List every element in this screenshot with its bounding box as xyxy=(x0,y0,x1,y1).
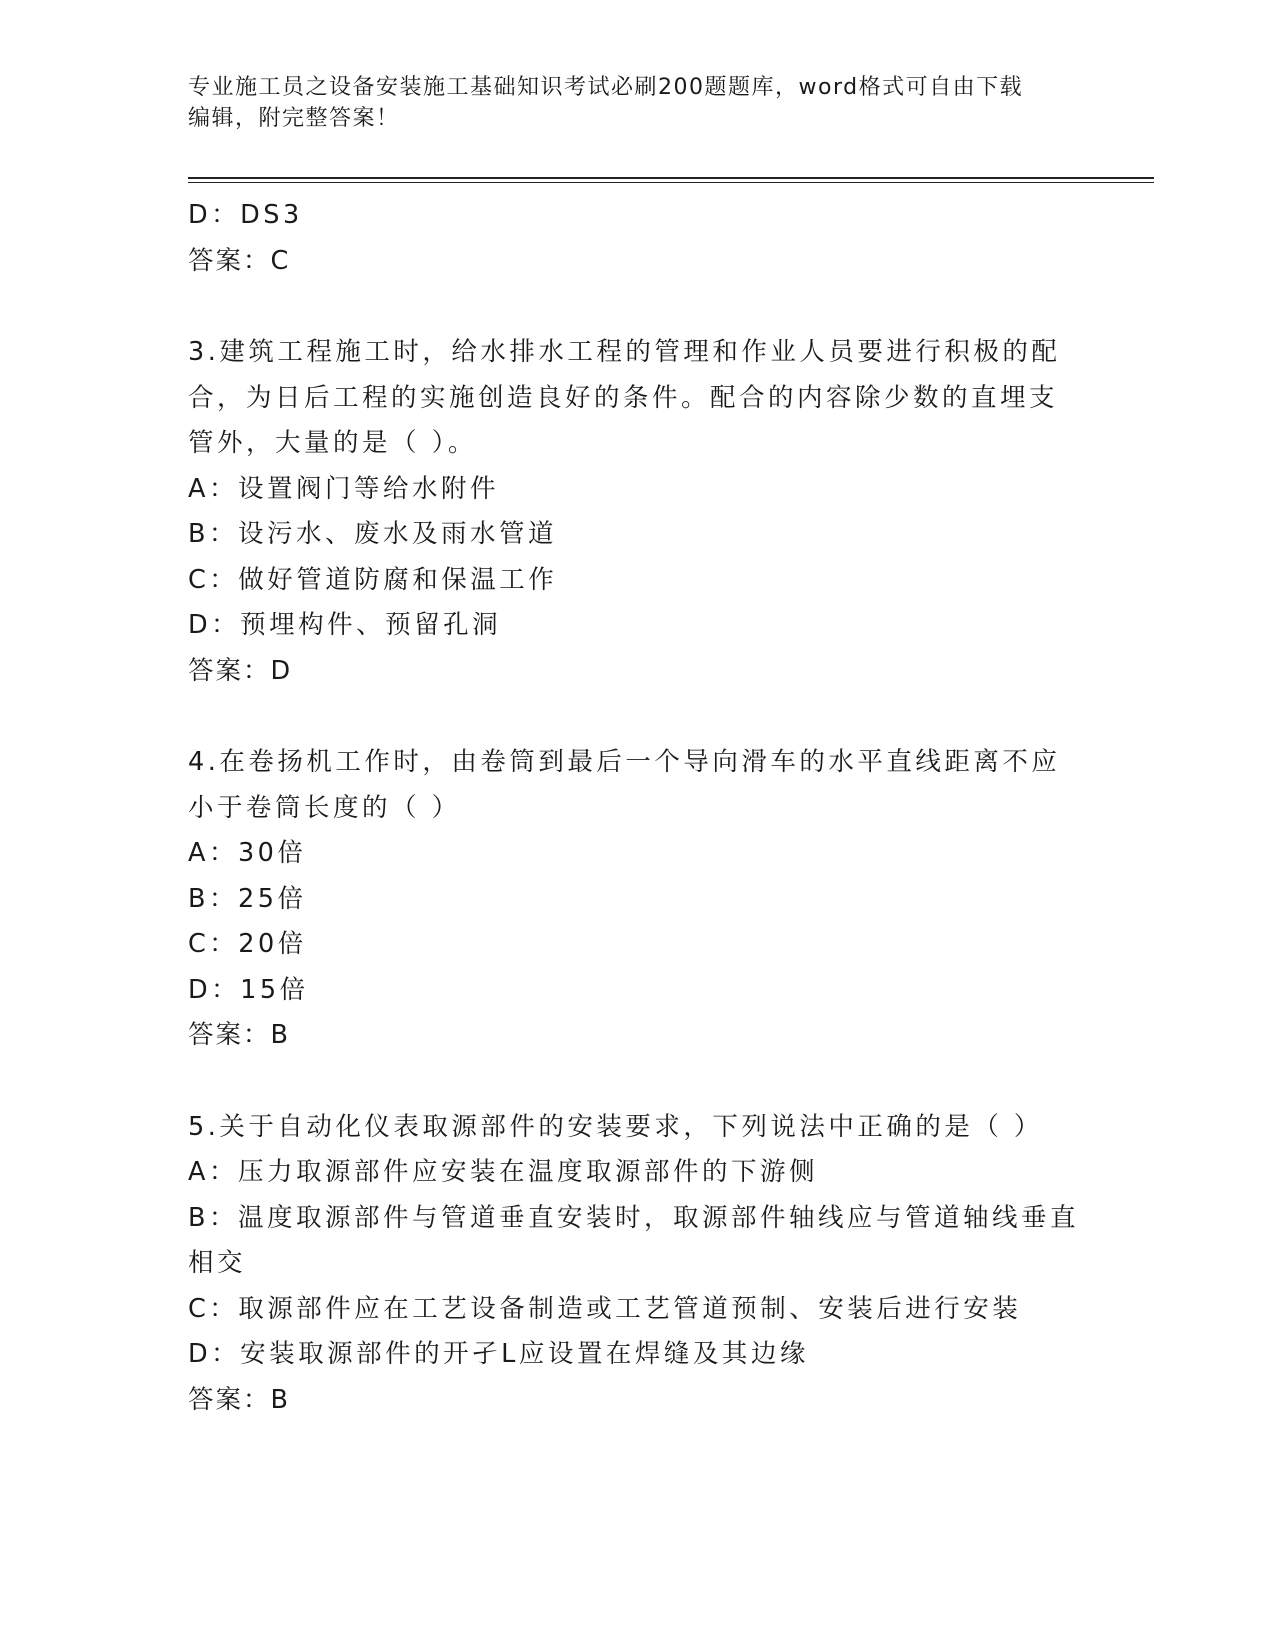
answer-line: 答案：B xyxy=(188,1384,290,1415)
question-3 xyxy=(188,330,1088,694)
header-title-line2: 编辑，附完整答案！ xyxy=(188,106,400,131)
prev-question-block xyxy=(188,193,1088,284)
option-d: D：15倍 xyxy=(188,974,309,1005)
question-stem: 小于卷筒长度的（ ） xyxy=(188,792,461,823)
answer-line: 答案：C xyxy=(188,245,291,276)
option-c: C：做好管道防腐和保温工作 xyxy=(188,564,558,595)
option-d: D：预埋构件、预留孔洞 xyxy=(188,610,502,640)
answer-line: 答案：B xyxy=(188,1020,290,1050)
option-b-continued: 相交 xyxy=(188,1248,247,1278)
option-b: B：温度取源部件与管道垂直安装时，取源部件轴线应与管道轴线垂直 xyxy=(188,1202,1079,1233)
option-b: B：25倍 xyxy=(188,883,307,914)
header-divider-thin xyxy=(188,182,1154,183)
spacer xyxy=(188,1059,1088,1105)
option-d: D：DS3 xyxy=(188,200,303,230)
option-a: A：30倍 xyxy=(188,838,307,868)
question-stem: 4.在卷扬机工作时，由卷筒到最后一个导向滑车的水平直线距离不应 xyxy=(188,747,1061,777)
option-c: C：取源部件应在工艺设备制造或工艺管道预制、安装后进行安装 xyxy=(188,1293,1022,1324)
option-a: A：设置阀门等给水附件 xyxy=(188,473,499,504)
question-stem: 合，为日后工程的实施创造良好的条件。配合的内容除少数的直埋支 xyxy=(188,382,1059,413)
answer-line: 答案：D xyxy=(188,655,293,686)
question-stem: 管外，大量的是（ ）。 xyxy=(188,428,477,458)
question-5 xyxy=(188,1105,1088,1424)
header-divider-thick xyxy=(188,177,1154,179)
option-d: D：安装取源部件的开孑L应设置在焊缝及其边缘 xyxy=(188,1339,809,1369)
spacer xyxy=(188,694,1088,740)
header-title-line1: 专业施工员之设备安装施工基础知识考试必刷200题题库，word格式可自由下载 xyxy=(188,75,1024,100)
question-4 xyxy=(188,740,1088,1059)
option-b: B：设污水、废水及雨水管道 xyxy=(188,519,557,549)
document-body xyxy=(188,193,1088,1423)
document-header xyxy=(188,72,1088,134)
option-a: A：压力取源部件应安装在温度取源部件的下游侧 xyxy=(188,1157,818,1187)
question-stem: 3.建筑工程施工时，给水排水工程的管理和作业人员要进行积极的配 xyxy=(188,337,1061,367)
question-stem: 5.关于自动化仪表取源部件的安装要求，下列说法中正确的是（ ） xyxy=(188,1111,1043,1142)
option-c: C：20倍 xyxy=(188,929,307,959)
spacer xyxy=(188,284,1088,330)
